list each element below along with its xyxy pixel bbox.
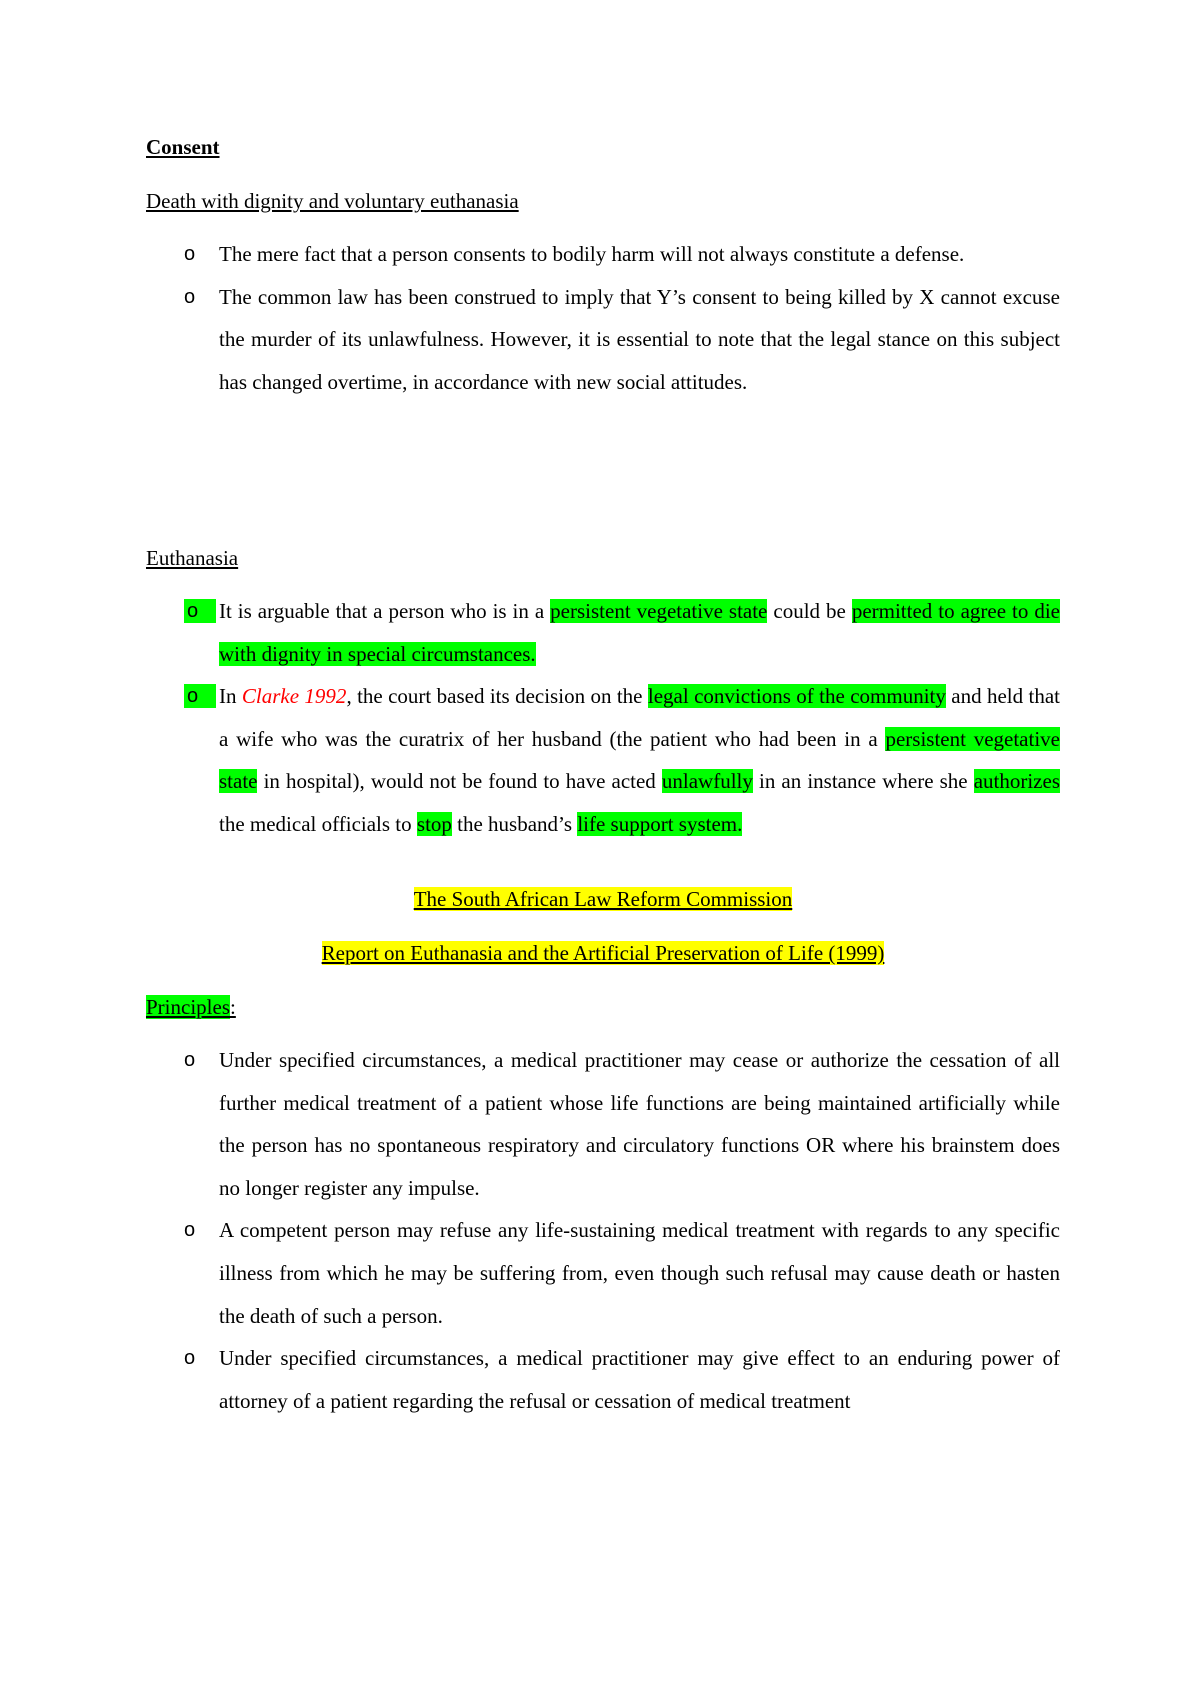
bullet-text: in hospital), would not be found to have acted — [257, 769, 662, 794]
bullet-marker: o — [184, 285, 196, 308]
bullet-text: The common law has been construed to imply that Y’s consent to being killed by X cannot excuse the murder of its unlawfulness. However, it is essential to note that the legal stance on this subject has changed overtime, in accordance with new social attitudes. — [219, 284, 1060, 394]
highlighted-phrase: life support system. — [577, 811, 743, 836]
bullet-marker: o — [184, 1219, 196, 1242]
bullet-marker: o — [184, 1347, 196, 1370]
highlighted-phrase: legal convictions of the community — [647, 684, 946, 709]
dignity-bullet-list — [146, 233, 1060, 403]
heading-consent: Consent — [146, 135, 220, 159]
subheading-dignity: Death with dignity and voluntary euthanasia — [146, 189, 519, 213]
bullet-text: It is arguable that a person who is in a — [219, 599, 551, 623]
bullet-text: In — [219, 684, 242, 709]
highlighted-phrase: permitted to agree to die with dignity in special circumstances. — [219, 599, 1060, 666]
bullet-text: , the court based its decision on the — [346, 684, 648, 709]
bullet-text: Under specified circumstances, a medical practitioner may cease or authorize the cessation of all further medical treatment of a patient whose life functions are being maintained artificially while the person has no spontaneous respiratory and circulatory functions OR where his brainstem does no longer register any impulse. — [219, 1048, 1060, 1200]
principles-bullet-list — [146, 1039, 1060, 1422]
list-item — [146, 233, 1060, 276]
list-item — [146, 1039, 1060, 1209]
principles-label: Principles — [146, 995, 230, 1019]
bullet-text: The mere fact that a person consents to bodily harm will not always constitute a defense. — [219, 242, 965, 266]
commission-title-line — [146, 885, 1060, 913]
bullet-marker-highlighted: o — [184, 599, 216, 623]
bullet-text: the husband’s — [451, 811, 578, 836]
principles-heading — [146, 993, 1060, 1021]
highlighted-phrase: persistent vegetative state — [550, 599, 768, 623]
euthanasia-bullet-list — [146, 590, 1060, 846]
highlighted-phrase: persistent vegetative state — [219, 726, 1060, 794]
bullet-text: could be — [767, 599, 852, 623]
bullet-text: Under specified circumstances, a medical practitioner may give effect to an enduring power of attorney of a patient regarding the refusal or cessation of medical treatment — [219, 1346, 1060, 1413]
case-citation: Clarke 1992 — [241, 684, 347, 709]
bullet-text: in an instance where she — [752, 769, 974, 794]
bullet-text: and held that a wife who was the curatrix of her husband (the patient who had been in a — [219, 684, 1061, 751]
subheading-euthanasia: Euthanasia — [146, 546, 239, 570]
highlighted-phrase: unlawfully — [661, 769, 753, 794]
list-item — [146, 1209, 1060, 1337]
highlighted-phrase: authorizes — [973, 769, 1060, 794]
principles-colon: : — [230, 995, 236, 1019]
list-item — [146, 1337, 1060, 1422]
list-item — [146, 590, 1060, 675]
bullet-marker-highlighted: o — [184, 684, 216, 708]
report-title: Report on Euthanasia and the Artificial Preservation of Life (1999) — [321, 941, 885, 965]
bullet-text: A competent person may refuse any life-sustaining medical treatment with regards to any specific illness from which he may be suffering from, even though such refusal may cause death or hasten the death of such a person. — [219, 1218, 1060, 1328]
report-title-line — [146, 939, 1060, 967]
commission-title: The South African Law Reform Commission — [413, 887, 793, 911]
bullet-marker: o — [184, 1049, 196, 1071]
list-item — [146, 675, 1060, 845]
highlighted-phrase: stop — [416, 811, 452, 836]
bullet-marker: o — [184, 243, 196, 265]
bullet-text: the medical officials to — [219, 811, 417, 836]
list-item — [146, 276, 1060, 404]
